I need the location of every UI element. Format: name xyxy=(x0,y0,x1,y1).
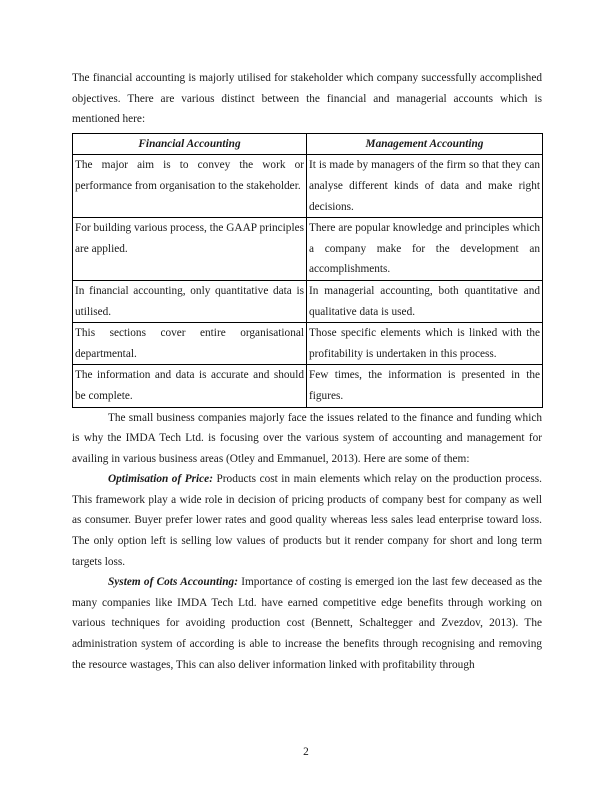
table-cell: The major aim is to convey the work or performance from organisation to the stakeholder. xyxy=(73,155,307,218)
table-cell: Those specific elements which is linked with the profitability is undertaken in this process. xyxy=(307,323,543,365)
comparison-table xyxy=(72,133,543,408)
table-cell: It is made by managers of the firm so that they can analyse different kinds of data and make right decisions. xyxy=(307,155,543,218)
table-cell: This sections cover entire organisational departmental. xyxy=(73,323,307,365)
table-row xyxy=(73,155,543,218)
table-cell: Few times, the information is presented in the figures. xyxy=(307,365,543,407)
page-number: 2 xyxy=(303,746,309,758)
header-financial-accounting: Financial Accounting xyxy=(73,133,307,155)
table-row xyxy=(73,323,543,365)
table-cell: In financial accounting, only quantitative data is utilised. xyxy=(73,280,307,322)
table-cell: The information and data is accurate and should be complete. xyxy=(73,365,307,407)
optimisation-of-price-paragraph xyxy=(72,469,542,572)
table-cell: For building various process, the GAAP principles are applied. xyxy=(73,218,307,281)
cost-accounting-text: Importance of costing is emerged ion the last few deceased as the many companies like IMDA Tech Ltd. have earned competitive edge benefits through working on various techniques for avoiding production cost (Bennett, Schaltegger and Zvezdov, 2013). The administration system of according is able to increase the benefits through recognising and removing the resource wastages, This can also deliver information linked with profitability through xyxy=(72,576,542,671)
document-page xyxy=(72,68,542,675)
table-row xyxy=(73,218,543,281)
header-management-accounting: Management Accounting xyxy=(307,133,543,155)
table-row xyxy=(73,280,543,322)
cost-accounting-heading: System of Cots Accounting: xyxy=(108,576,238,589)
optimisation-of-price-text: Products cost in main elements which relay on the production process. This framework play a wide role in decision of pricing products of company best for company as well as consumer. Buyer prefer lower rates and good quality whereas less sales lead enterprise toward loss. The only option left is selling low values of products but it render company for short and long term targets loss. xyxy=(72,473,542,568)
business-companies-paragraph: The small business companies majorly face the issues related to the finance and funding which is why the IMDA Tech Ltd. is focusing over the various system of accounting and management for availing in various business areas (Otley and Emmanuel, 2013). Here are some of them: xyxy=(72,411,542,465)
table-cell: In managerial accounting, both quantitative and qualitative data is used. xyxy=(307,280,543,322)
table-row xyxy=(73,365,543,407)
table-cell: There are popular knowledge and principles which a company make for the development an accomplishments. xyxy=(307,218,543,281)
intro-paragraph: The financial accounting is majorly utilised for stakeholder which company successfully accomplished objectives. There are various distinct between the financial and managerial accounts which is mentioned here: xyxy=(72,72,542,126)
table-header-row xyxy=(73,133,543,155)
cost-accounting-paragraph xyxy=(72,572,542,675)
optimisation-of-price-heading: Optimisation of Price: xyxy=(108,473,213,486)
